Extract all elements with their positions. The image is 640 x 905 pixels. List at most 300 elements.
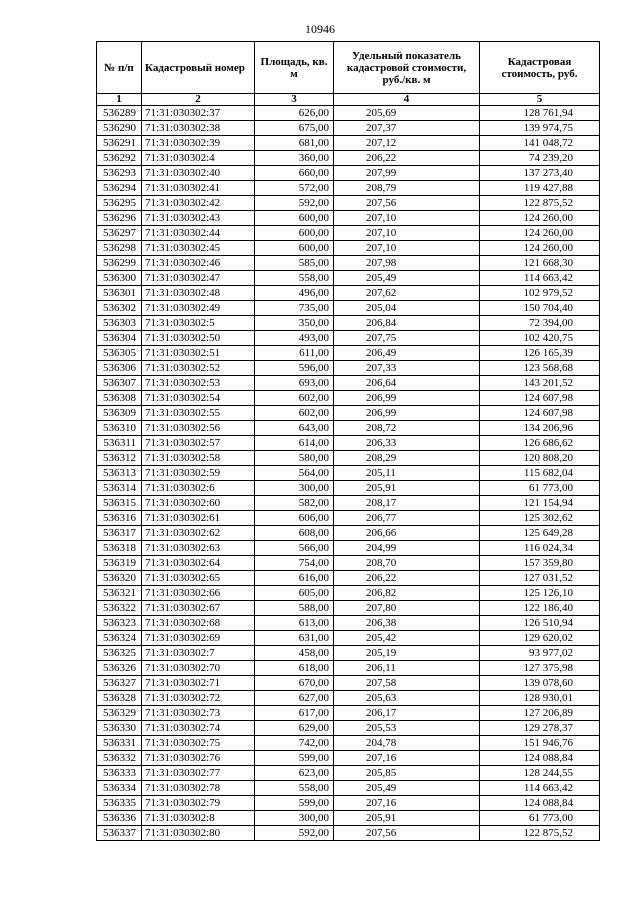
cell-cadastral-number: 71:31:030302:59 — [142, 466, 255, 481]
cell-cadastral-value: 123 568,68 — [480, 361, 600, 376]
cell-cadastral-number: 71:31:030302:51 — [142, 346, 255, 361]
cell-area: 608,00 — [255, 526, 334, 541]
cell-index: 536327 — [97, 676, 142, 691]
cell-specific-value: 207,37 — [334, 121, 480, 136]
table-row — [97, 181, 600, 196]
cell-area: 360,00 — [255, 151, 334, 166]
cell-specific-value: 205,69 — [334, 106, 480, 121]
cell-index: 536335 — [97, 796, 142, 811]
table-row — [97, 316, 600, 331]
cell-area: 572,00 — [255, 181, 334, 196]
cell-specific-value: 206,11 — [334, 661, 480, 676]
table-row — [97, 826, 600, 841]
cell-index: 536290 — [97, 121, 142, 136]
cell-area: 588,00 — [255, 601, 334, 616]
cell-area: 458,00 — [255, 646, 334, 661]
cell-cadastral-value: 121 668,30 — [480, 256, 600, 271]
cell-index: 536289 — [97, 106, 142, 121]
table-row — [97, 496, 600, 511]
cell-cadastral-number: 71:31:030302:58 — [142, 451, 255, 466]
cell-area: 626,00 — [255, 106, 334, 121]
cell-index: 536292 — [97, 151, 142, 166]
table-row — [97, 421, 600, 436]
cell-specific-value: 205,19 — [334, 646, 480, 661]
cell-specific-value: 207,75 — [334, 331, 480, 346]
cell-area: 564,00 — [255, 466, 334, 481]
table-row — [97, 376, 600, 391]
cell-cadastral-number: 71:31:030302:65 — [142, 571, 255, 586]
table-row — [97, 151, 600, 166]
cell-index: 536302 — [97, 301, 142, 316]
cell-cadastral-number: 71:31:030302:42 — [142, 196, 255, 211]
cell-index: 536320 — [97, 571, 142, 586]
cell-cadastral-value: 157 359,80 — [480, 556, 600, 571]
cell-index: 536306 — [97, 361, 142, 376]
cell-area: 350,00 — [255, 316, 334, 331]
cell-area: 623,00 — [255, 766, 334, 781]
cell-cadastral-value: 141 048,72 — [480, 136, 600, 151]
table-row — [97, 766, 600, 781]
column-number: 1 — [97, 94, 142, 106]
cell-cadastral-value: 114 663,42 — [480, 781, 600, 796]
cell-cadastral-value: 127 375,98 — [480, 661, 600, 676]
table-row — [97, 106, 600, 121]
cadastral-table — [96, 41, 600, 841]
cell-cadastral-number: 71:31:030302:73 — [142, 706, 255, 721]
cell-cadastral-number: 71:31:030302:57 — [142, 436, 255, 451]
cell-index: 536303 — [97, 316, 142, 331]
cell-cadastral-number: 71:31:030302:50 — [142, 331, 255, 346]
cell-index: 536321 — [97, 586, 142, 601]
cell-cadastral-number: 71:31:030302:60 — [142, 496, 255, 511]
cell-cadastral-value: 61 773,00 — [480, 481, 600, 496]
cell-index: 536310 — [97, 421, 142, 436]
cell-area: 558,00 — [255, 781, 334, 796]
column-number: 5 — [480, 94, 600, 106]
cell-specific-value: 205,42 — [334, 631, 480, 646]
cell-cadastral-value: 137 273,40 — [480, 166, 600, 181]
cell-specific-value: 205,91 — [334, 811, 480, 826]
cell-cadastral-value: 121 154,94 — [480, 496, 600, 511]
cell-area: 566,00 — [255, 541, 334, 556]
header-area: Площадь, кв. м — [255, 42, 334, 94]
cell-cadastral-value: 124 607,98 — [480, 406, 600, 421]
cell-cadastral-number: 71:31:030302:52 — [142, 361, 255, 376]
table-row — [97, 601, 600, 616]
table-row — [97, 796, 600, 811]
cell-area: 600,00 — [255, 226, 334, 241]
cell-cadastral-number: 71:31:030302:45 — [142, 241, 255, 256]
header-cadastral-value: Кадастровая стоимость, руб. — [480, 42, 600, 94]
cell-specific-value: 206,49 — [334, 346, 480, 361]
table-row — [97, 391, 600, 406]
cell-index: 536307 — [97, 376, 142, 391]
cell-cadastral-value: 124 607,98 — [480, 391, 600, 406]
cell-cadastral-value: 128 244,55 — [480, 766, 600, 781]
cell-index: 536311 — [97, 436, 142, 451]
cell-index: 536331 — [97, 736, 142, 751]
table-row — [97, 481, 600, 496]
cell-index: 536294 — [97, 181, 142, 196]
cell-specific-value: 207,16 — [334, 796, 480, 811]
table-row — [97, 436, 600, 451]
cell-specific-value: 207,80 — [334, 601, 480, 616]
cell-area: 629,00 — [255, 721, 334, 736]
cell-index: 536308 — [97, 391, 142, 406]
table-row — [97, 691, 600, 706]
cell-area: 627,00 — [255, 691, 334, 706]
cell-specific-value: 207,10 — [334, 211, 480, 226]
cell-specific-value: 206,22 — [334, 571, 480, 586]
cell-cadastral-number: 71:31:030302:67 — [142, 601, 255, 616]
cell-cadastral-value: 122 875,52 — [480, 826, 600, 841]
table-row — [97, 541, 600, 556]
cell-index: 536329 — [97, 706, 142, 721]
cell-cadastral-value: 126 510,94 — [480, 616, 600, 631]
cell-cadastral-value: 124 088,84 — [480, 796, 600, 811]
cell-specific-value: 205,63 — [334, 691, 480, 706]
table-row — [97, 586, 600, 601]
cell-cadastral-value: 102 979,52 — [480, 286, 600, 301]
cell-specific-value: 207,12 — [334, 136, 480, 151]
cell-area: 496,00 — [255, 286, 334, 301]
cell-index: 536324 — [97, 631, 142, 646]
cell-cadastral-value: 124 260,00 — [480, 226, 600, 241]
table-row — [97, 271, 600, 286]
cell-specific-value: 205,49 — [334, 271, 480, 286]
cell-cadastral-number: 71:31:030302:56 — [142, 421, 255, 436]
cell-area: 582,00 — [255, 496, 334, 511]
cell-specific-value: 206,99 — [334, 391, 480, 406]
table-row — [97, 736, 600, 751]
table-row — [97, 136, 600, 151]
cell-cadastral-number: 71:31:030302:80 — [142, 826, 255, 841]
cell-cadastral-value: 115 682,04 — [480, 466, 600, 481]
cell-specific-value: 206,22 — [334, 151, 480, 166]
cell-cadastral-number: 71:31:030302:76 — [142, 751, 255, 766]
cell-area: 742,00 — [255, 736, 334, 751]
table-row — [97, 631, 600, 646]
cell-index: 536333 — [97, 766, 142, 781]
cell-specific-value: 206,99 — [334, 406, 480, 421]
table-row — [97, 226, 600, 241]
cell-cadastral-number: 71:31:030302:77 — [142, 766, 255, 781]
cell-cadastral-number: 71:31:030302:39 — [142, 136, 255, 151]
cell-index: 536304 — [97, 331, 142, 346]
cell-cadastral-number: 71:31:030302:55 — [142, 406, 255, 421]
cell-cadastral-number: 71:31:030302:68 — [142, 616, 255, 631]
cell-cadastral-value: 124 088,84 — [480, 751, 600, 766]
cell-area: 300,00 — [255, 811, 334, 826]
cell-cadastral-number: 71:31:030302:5 — [142, 316, 255, 331]
table-row — [97, 556, 600, 571]
cell-area: 754,00 — [255, 556, 334, 571]
cell-area: 631,00 — [255, 631, 334, 646]
table-row — [97, 571, 600, 586]
cell-area: 580,00 — [255, 451, 334, 466]
cell-specific-value: 206,17 — [334, 706, 480, 721]
cell-index: 536309 — [97, 406, 142, 421]
cell-cadastral-number: 71:31:030302:75 — [142, 736, 255, 751]
table-row — [97, 286, 600, 301]
cell-cadastral-value: 124 260,00 — [480, 211, 600, 226]
cell-cadastral-number: 71:31:030302:48 — [142, 286, 255, 301]
cell-index: 536332 — [97, 751, 142, 766]
cell-area: 613,00 — [255, 616, 334, 631]
cell-specific-value: 204,78 — [334, 736, 480, 751]
cell-area: 675,00 — [255, 121, 334, 136]
cell-cadastral-number: 71:31:030302:53 — [142, 376, 255, 391]
cell-cadastral-value: 120 808,20 — [480, 451, 600, 466]
cell-specific-value: 207,56 — [334, 196, 480, 211]
cell-cadastral-value: 126 686,62 — [480, 436, 600, 451]
cell-cadastral-value: 139 078,60 — [480, 676, 600, 691]
page-number: 10946 — [305, 22, 335, 36]
table-row — [97, 301, 600, 316]
cell-cadastral-value: 127 031,52 — [480, 571, 600, 586]
cell-index: 536312 — [97, 451, 142, 466]
table-row — [97, 616, 600, 631]
table-row — [97, 751, 600, 766]
cell-area: 618,00 — [255, 661, 334, 676]
cell-area: 596,00 — [255, 361, 334, 376]
cell-specific-value: 207,10 — [334, 226, 480, 241]
cell-cadastral-number: 71:31:030302:74 — [142, 721, 255, 736]
table-header-row — [97, 42, 600, 94]
table-row — [97, 781, 600, 796]
cell-area: 611,00 — [255, 346, 334, 361]
cell-specific-value: 205,85 — [334, 766, 480, 781]
cell-index: 536337 — [97, 826, 142, 841]
cell-specific-value: 205,91 — [334, 481, 480, 496]
cell-specific-value: 208,29 — [334, 451, 480, 466]
cell-specific-value: 207,99 — [334, 166, 480, 181]
table-row — [97, 646, 600, 661]
cell-specific-value: 205,04 — [334, 301, 480, 316]
cell-cadastral-value: 150 704,40 — [480, 301, 600, 316]
cell-index: 536319 — [97, 556, 142, 571]
table-row — [97, 721, 600, 736]
cell-index: 536326 — [97, 661, 142, 676]
cell-specific-value: 206,38 — [334, 616, 480, 631]
cell-area: 585,00 — [255, 256, 334, 271]
cell-cadastral-number: 71:31:030302:8 — [142, 811, 255, 826]
cell-specific-value: 205,11 — [334, 466, 480, 481]
cell-index: 536330 — [97, 721, 142, 736]
cell-cadastral-number: 71:31:030302:70 — [142, 661, 255, 676]
cell-cadastral-value: 61 773,00 — [480, 811, 600, 826]
cell-index: 536291 — [97, 136, 142, 151]
cell-cadastral-number: 71:31:030302:43 — [142, 211, 255, 226]
header-cadastral-number: Кадастровый номер — [142, 42, 255, 94]
cell-index: 536297 — [97, 226, 142, 241]
cell-cadastral-number: 71:31:030302:41 — [142, 181, 255, 196]
cell-cadastral-value: 72 394,00 — [480, 316, 600, 331]
cell-specific-value: 206,82 — [334, 586, 480, 601]
cell-cadastral-number: 71:31:030302:7 — [142, 646, 255, 661]
cell-cadastral-number: 71:31:030302:38 — [142, 121, 255, 136]
cell-specific-value: 205,49 — [334, 781, 480, 796]
column-number: 3 — [255, 94, 334, 106]
cell-index: 536322 — [97, 601, 142, 616]
cell-specific-value: 207,62 — [334, 286, 480, 301]
cell-cadastral-number: 71:31:030302:37 — [142, 106, 255, 121]
cell-area: 493,00 — [255, 331, 334, 346]
table-row — [97, 661, 600, 676]
cell-cadastral-value: 126 165,39 — [480, 346, 600, 361]
cell-cadastral-number: 71:31:030302:63 — [142, 541, 255, 556]
cell-cadastral-value: 129 620,02 — [480, 631, 600, 646]
cell-area: 614,00 — [255, 436, 334, 451]
cell-specific-value: 204,99 — [334, 541, 480, 556]
table-body — [97, 106, 600, 841]
cell-cadastral-value: 125 302,62 — [480, 511, 600, 526]
cell-specific-value: 206,33 — [334, 436, 480, 451]
cell-specific-value: 205,53 — [334, 721, 480, 736]
cell-index: 536314 — [97, 481, 142, 496]
cell-area: 693,00 — [255, 376, 334, 391]
table-row — [97, 511, 600, 526]
cell-cadastral-value: 127 206,89 — [480, 706, 600, 721]
cell-cadastral-value: 102 420,75 — [480, 331, 600, 346]
cell-cadastral-number: 71:31:030302:4 — [142, 151, 255, 166]
table-row — [97, 121, 600, 136]
cell-area: 300,00 — [255, 481, 334, 496]
column-number: 4 — [334, 94, 480, 106]
table-row — [97, 196, 600, 211]
cell-area: 592,00 — [255, 826, 334, 841]
cell-cadastral-number: 71:31:030302:64 — [142, 556, 255, 571]
cell-cadastral-value: 124 260,00 — [480, 241, 600, 256]
cell-index: 536316 — [97, 511, 142, 526]
table-row — [97, 166, 600, 181]
cell-area: 602,00 — [255, 391, 334, 406]
cell-specific-value: 206,66 — [334, 526, 480, 541]
cell-cadastral-number: 71:31:030302:66 — [142, 586, 255, 601]
column-number-row — [97, 94, 600, 106]
cell-cadastral-number: 71:31:030302:62 — [142, 526, 255, 541]
cell-cadastral-number: 71:31:030302:79 — [142, 796, 255, 811]
cell-index: 536298 — [97, 241, 142, 256]
cell-cadastral-value: 119 427,88 — [480, 181, 600, 196]
cell-cadastral-value: 74 239,20 — [480, 151, 600, 166]
table-row — [97, 811, 600, 826]
cell-cadastral-number: 71:31:030302:6 — [142, 481, 255, 496]
cell-index: 536299 — [97, 256, 142, 271]
cell-cadastral-value: 114 663,42 — [480, 271, 600, 286]
cell-cadastral-number: 71:31:030302:72 — [142, 691, 255, 706]
cell-cadastral-value: 125 126,10 — [480, 586, 600, 601]
cell-cadastral-number: 71:31:030302:61 — [142, 511, 255, 526]
cell-index: 536336 — [97, 811, 142, 826]
cell-cadastral-number: 71:31:030302:69 — [142, 631, 255, 646]
table-row — [97, 406, 600, 421]
cell-cadastral-number: 71:31:030302:78 — [142, 781, 255, 796]
cell-index: 536293 — [97, 166, 142, 181]
cell-area: 735,00 — [255, 301, 334, 316]
cell-area: 616,00 — [255, 571, 334, 586]
cell-cadastral-value: 139 974,75 — [480, 121, 600, 136]
table-row — [97, 676, 600, 691]
table-row — [97, 256, 600, 271]
cell-specific-value: 207,16 — [334, 751, 480, 766]
table-row — [97, 211, 600, 226]
table-row — [97, 706, 600, 721]
cell-specific-value: 207,33 — [334, 361, 480, 376]
cell-specific-value: 206,64 — [334, 376, 480, 391]
cell-area: 600,00 — [255, 241, 334, 256]
cell-index: 536328 — [97, 691, 142, 706]
cell-index: 536315 — [97, 496, 142, 511]
cell-index: 536301 — [97, 286, 142, 301]
cell-area: 600,00 — [255, 211, 334, 226]
cell-cadastral-number: 71:31:030302:71 — [142, 676, 255, 691]
cell-specific-value: 207,56 — [334, 826, 480, 841]
cell-specific-value: 208,17 — [334, 496, 480, 511]
cell-cadastral-value: 122 875,52 — [480, 196, 600, 211]
cell-cadastral-number: 71:31:030302:44 — [142, 226, 255, 241]
table-row — [97, 241, 600, 256]
cell-cadastral-value: 151 946,76 — [480, 736, 600, 751]
cell-area: 606,00 — [255, 511, 334, 526]
cell-index: 536318 — [97, 541, 142, 556]
cell-index: 536296 — [97, 211, 142, 226]
cell-specific-value: 207,10 — [334, 241, 480, 256]
cell-index: 536313 — [97, 466, 142, 481]
cell-specific-value: 208,72 — [334, 421, 480, 436]
table-row — [97, 466, 600, 481]
cell-area: 643,00 — [255, 421, 334, 436]
cell-area: 599,00 — [255, 751, 334, 766]
table-row — [97, 451, 600, 466]
cell-cadastral-value: 93 977,02 — [480, 646, 600, 661]
cell-area: 605,00 — [255, 586, 334, 601]
cell-index: 536295 — [97, 196, 142, 211]
cell-index: 536300 — [97, 271, 142, 286]
cell-cadastral-number: 71:31:030302:49 — [142, 301, 255, 316]
cell-cadastral-value: 128 761,94 — [480, 106, 600, 121]
cell-specific-value: 206,84 — [334, 316, 480, 331]
cell-specific-value: 206,77 — [334, 511, 480, 526]
cell-cadastral-value: 122 186,40 — [480, 601, 600, 616]
cell-index: 536325 — [97, 646, 142, 661]
cell-cadastral-value: 134 206,96 — [480, 421, 600, 436]
cell-cadastral-number: 71:31:030302:46 — [142, 256, 255, 271]
cell-area: 599,00 — [255, 796, 334, 811]
cell-cadastral-number: 71:31:030302:47 — [142, 271, 255, 286]
header-index: № п/п — [97, 42, 142, 94]
cell-index: 536305 — [97, 346, 142, 361]
cell-area: 681,00 — [255, 136, 334, 151]
cell-cadastral-value: 116 024,34 — [480, 541, 600, 556]
cell-cadastral-number: 71:31:030302:40 — [142, 166, 255, 181]
header-specific-value: Удельный показатель кадастровой стоимости, руб./кв. м — [334, 42, 480, 94]
column-number: 2 — [142, 94, 255, 106]
table-row — [97, 526, 600, 541]
cell-cadastral-number: 71:31:030302:54 — [142, 391, 255, 406]
table-row — [97, 331, 600, 346]
cell-specific-value: 207,58 — [334, 676, 480, 691]
table-row — [97, 361, 600, 376]
cell-area: 660,00 — [255, 166, 334, 181]
cell-area: 670,00 — [255, 676, 334, 691]
cell-area: 602,00 — [255, 406, 334, 421]
cell-specific-value: 208,70 — [334, 556, 480, 571]
cell-specific-value: 207,98 — [334, 256, 480, 271]
cell-specific-value: 208,79 — [334, 181, 480, 196]
cell-cadastral-value: 143 201,52 — [480, 376, 600, 391]
cell-index: 536317 — [97, 526, 142, 541]
